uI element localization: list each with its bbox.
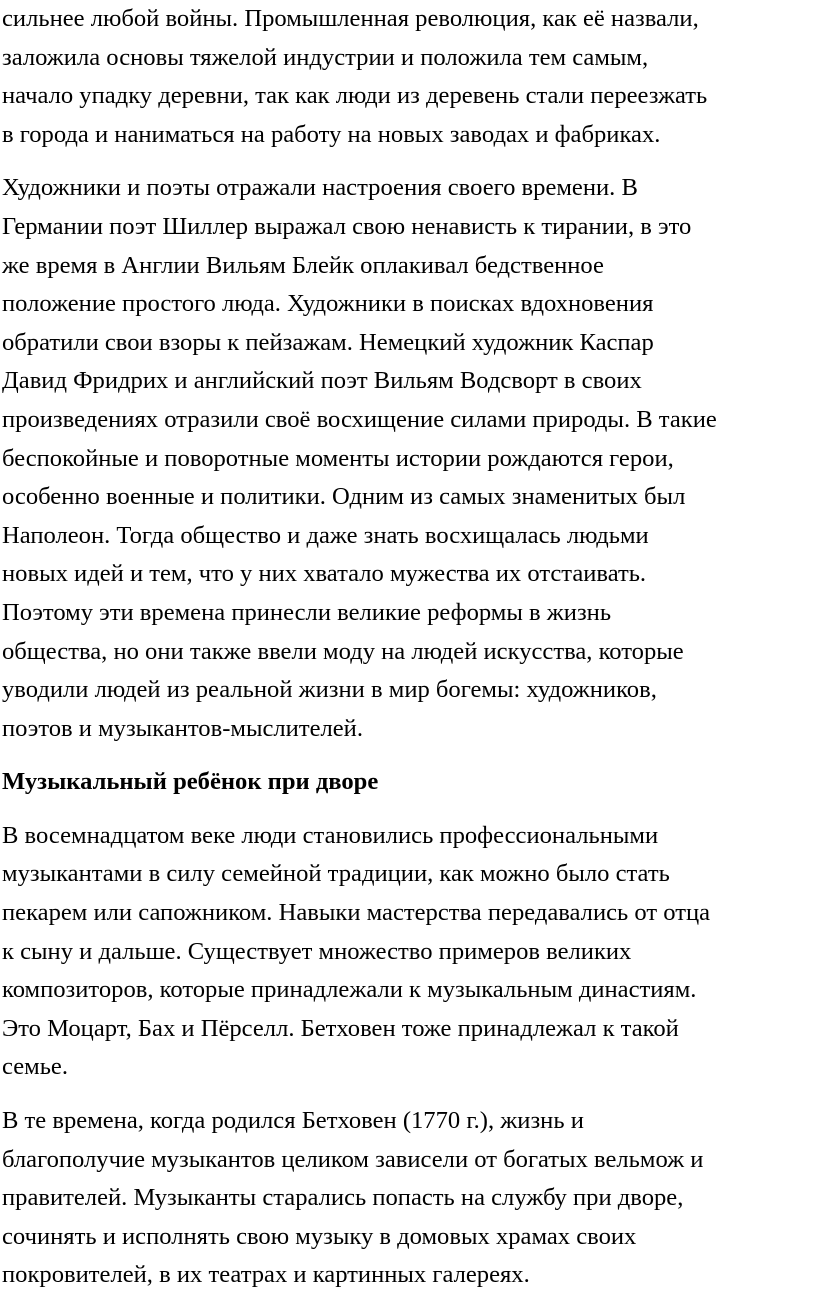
text-line: Давид Фридрих и английский поэт Вильям Водсворт в своих: [2, 367, 642, 395]
text-line: музыкантами в силу семейной традиции, как можно было стать: [2, 860, 670, 888]
text-line: новых идей и тем, что у них хватало мужества их отстаивать.: [2, 560, 647, 588]
paragraph-spacer: [2, 154, 814, 169]
text-line: общества, но они также ввели моду на людей искусства, которые: [2, 637, 684, 665]
text-line: семье.: [2, 1053, 68, 1081]
text-line: Наполеон. Тогда общество и даже знать восхищалась людьми: [2, 521, 649, 549]
text-line: произведениях отразили своё восхищение силами природы. В такие: [2, 405, 717, 433]
paragraph-spacer: [2, 748, 814, 763]
text-line: композиторов, которые принадлежали к музыкальным династиям.: [2, 976, 697, 1004]
text-line: заложила основы тяжелой индустрии и положила тем самым,: [2, 43, 649, 71]
text-line: обратили свои взоры к пейзажам. Немецкий художник Каспар: [2, 328, 654, 356]
text-line: Германии поэт Шиллер выражал свою ненависть к тирании, в это: [2, 212, 692, 240]
text-line: же время в Англии Вильям Блейк оплакивал бедственное: [2, 251, 604, 279]
text-line: к сыну и дальше. Существует множество примеров великих: [2, 937, 632, 965]
text-line: сочинять и исполнять свою музыку в домовых храмах своих: [2, 1222, 637, 1250]
text-line: уводили людей из реальной жизни в мир богемы: художников,: [2, 676, 657, 704]
text-line: В восемнадцатом веке люди становились профессиональными: [2, 821, 659, 849]
text-line: благополучие музыкантов целиком зависели от богатых вельмож и: [2, 1145, 704, 1173]
paragraph-beethoven-era: [2, 1102, 814, 1295]
text-line: правителей. Музыканты старались попасть на службу при дворе,: [2, 1184, 684, 1212]
section-heading: Музыкальный ребёнок при дворе: [2, 768, 379, 796]
paragraph-artists-and-poets: [2, 169, 814, 748]
paragraph-industrial-revolution: [2, 0, 814, 154]
text-line: в города и наниматься на работу на новых заводах и фабриках.: [2, 120, 661, 148]
paragraph-spacer: [2, 802, 814, 817]
text-line: поэтов и музыкантов-мыслителей.: [2, 714, 363, 742]
text-line: В те времена, когда родился Бетховен (1770 г.), жизнь и: [2, 1107, 584, 1135]
text-line: покровителей, в их театрах и картинных галереях.: [2, 1261, 530, 1289]
text-line: сильнее любой войны. Промышленная революция, как её назвали,: [2, 5, 699, 32]
text-line: начало упадку деревни, так как люди из деревень стали переезжать: [2, 82, 708, 110]
paragraph-musical-dynasties: [2, 817, 814, 1087]
text-line: особенно военные и политики. Одним из самых знаменитых был: [2, 483, 686, 511]
text-line: Поэтому эти времена принесли великие реформы в жизнь: [2, 598, 612, 626]
text-line: пекарем или сапожником. Навыки мастерства передавались от отца: [2, 899, 711, 927]
text-line: беспокойные и поворотные моменты истории рождаются герои,: [2, 444, 674, 472]
paragraph-spacer: [2, 1087, 814, 1102]
text-line: положение простого люда. Художники в поисках вдохновения: [2, 290, 654, 318]
text-line: Это Моцарт, Бах и Пёрселл. Бетховен тоже принадлежал к такой: [2, 1014, 679, 1042]
text-line: Художники и поэты отражали настроения своего времени. В: [2, 174, 638, 202]
document-page: [2, 0, 814, 1295]
